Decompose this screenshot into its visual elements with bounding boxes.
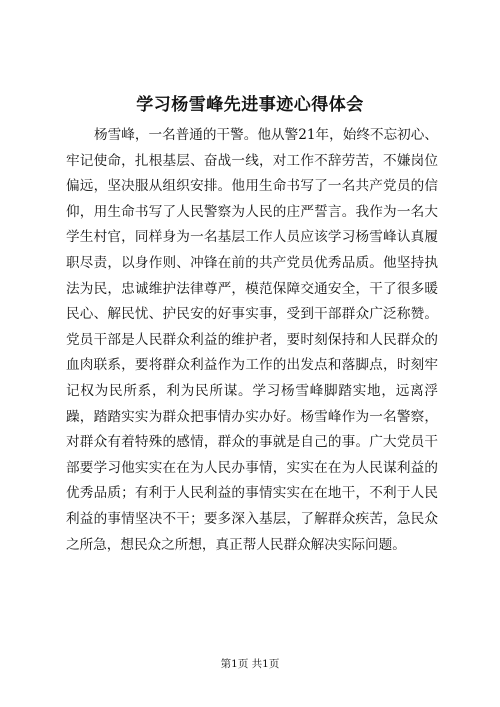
page-number-footer: 第1页 共1页 — [220, 658, 280, 670]
document-body — [66, 123, 438, 558]
document-title: 学习杨雪峰先进事迹心得体会 — [136, 95, 364, 115]
body-paragraph: 杨雪峰，一名普通的干警。他从警21年，始终不忘初心、牢记使命，扎根基层、奋战一线，对工作不辞劳苦，不嫌岗位偏远，坚决服从组织安排。他用生命书写了一名共产党员的信仰，用生命书写了人民警察为人民的庄严誓言。我作为一名大学生村官，同样身为一名基层工作人员应该学习杨雪峰认真履职尽责，以身作则、冲锋在前的共产党员优秀品质。他坚持执法为民，忠诚维护法律尊严，模范保障交通安全，干了很多暖民心、解民忧、护民安的好事实事，受到干部群众广泛称赞。党员干部是人民群众利益的维护者，要时刻保持和人民群众的血肉联系，要将群众利益作为工作的出发点和落脚点，时刻牢记权为民所系，利为民所谋。学习杨雪峰脚踏实地，远离浮躁，踏踏实实为群众把事情办实办好。杨雪峰作为一名警察，对群众有着特殊的感情，群众的事就是自己的事。广大党员干部要学习他实实在在为人民办事情，实实在在为人民谋利益的优秀品质；有利于人民利益的事情实实在在地干，不利于人民利益的事情坚决不干；要多深入基层，了解群众疾苦，急民众之所急，想民众之所想，真正帮人民群众解决实际问题。 — [66, 127, 438, 553]
